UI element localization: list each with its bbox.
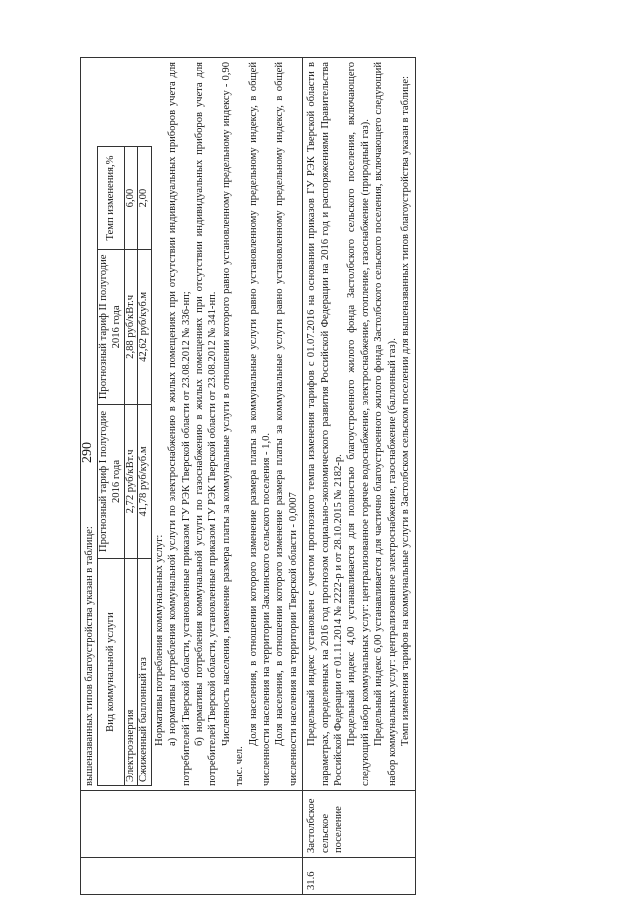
paragraph-norms-a: а) нормативы потребления коммунальной услуги по электроснабжению в жилых помещениях при отсутствии индивидуальных приборов учета для потребителей Тверской области, установленные приказом ГУ РЭК Тверской области от 23.08.2012 № 336-нп; bbox=[167, 62, 192, 786]
table-row-31-6 bbox=[303, 58, 415, 895]
tariff-h2-value: 2,88 руб/кВт.ч bbox=[124, 250, 138, 405]
settlement-cell-empty bbox=[81, 791, 303, 858]
table-intro: вышеназванных типов благоустройства указан в таблице: bbox=[84, 526, 95, 786]
content-cell-previous bbox=[81, 58, 303, 791]
paragraph-index-partial: Предельный индекс 6,00 устанавливается для частично благоустроенного жилого фонда Застолбского сельского поселения, включающего следующий набор коммунальных услуг: централизованное электроснабжение, газоснабжение (баллонный газ). bbox=[373, 62, 398, 786]
settlement-name: Застолбское сельское поселение bbox=[303, 791, 415, 858]
paragraph-norms-heading: Нормативы потребления коммунальных услуг: bbox=[153, 534, 165, 746]
tariff-h2-value: 42,62 руб/куб.м bbox=[138, 250, 152, 405]
rate-value: 6,00 bbox=[124, 147, 138, 250]
service-name: Электроэнергия bbox=[124, 559, 138, 786]
row-number-cell-empty bbox=[81, 858, 303, 895]
tariff-row-gas bbox=[138, 147, 152, 786]
paragraph-share-region: Доля населения, в отношении которого изменение размера платы за коммунальные услуги равно установленному предельному индексу, в общей численности населения на территории Тверской области - 0,0007 bbox=[274, 62, 299, 786]
header-service: Вид коммунальной услуги bbox=[98, 559, 124, 786]
paragraph-index-basis: Предельный индекс установлен с учетом прогнозного темпа изменения тарифов с 01.07.2016 на основании приказов ГУ РЭК Тверской области в параметрах, определенных на 2016 год прогнозом социально-экономического развития Российской Федерации на 2016 год и распоряжениями Правительства Российской Федерации от 01.11.2014 № 2222-р и от 28.10.2015 № 2182-р. bbox=[306, 62, 345, 786]
table-row-previous bbox=[81, 58, 303, 895]
header-rate: Темп изменения,% bbox=[98, 147, 124, 250]
header-tariff-h2: Прогнозный тариф II полугодие 2016 года bbox=[98, 250, 124, 405]
paragraph-population: Численность населения, изменение размера платы за коммунальные услуги в отношении которого равно установленному предельному индексу - 0,90 тыс. чел. bbox=[220, 62, 246, 786]
main-table bbox=[80, 57, 416, 895]
tariff-header-row bbox=[98, 147, 124, 786]
paragraph-table-intro: Темп изменения тарифов на коммунальные услуги в Застолбском сельском поселении для вышеназванных типов благоустройства указан в таблице: bbox=[400, 76, 412, 746]
paragraph-norms-b: б) нормативы потребления коммунальной услуги по газоснабжению в жилых помещениях при отсутствии индивидуальных приборов учета для потребителей Тверской области, установленные приказом ГУ РЭК Тверской области от 23.08.2012 № 341-нп. bbox=[194, 62, 219, 786]
tariff-table bbox=[97, 146, 151, 786]
content-cell-31-6 bbox=[303, 58, 415, 791]
tariff-h1-value: 41,78 руб/куб.м bbox=[138, 404, 152, 559]
service-name: Сжиженный баллонный газ bbox=[138, 559, 152, 786]
page-number: 290 bbox=[80, 442, 95, 463]
tariff-h1-value: 2,72 руб/кВт.ч bbox=[124, 404, 138, 559]
row-number: 31.6 bbox=[303, 858, 415, 895]
tariff-row-electricity bbox=[124, 147, 138, 786]
rate-value: 2,00 bbox=[138, 147, 152, 250]
paragraph-index-full: Предельный индекс 4,00 устанавливается для полностью благоустроенного жилого фонда Застолбского сельского поселения, включающего следующий набор коммунальных услуг: централизованное горячее водоснабжение, электроснабжение, отопление, газоснабжение (природный газ). bbox=[346, 62, 371, 786]
header-tariff-h1: Прогнозный тариф I полугодие 2016 года bbox=[98, 404, 124, 559]
paragraph-share-settlement: Доля населения, в отношении которого изменение размера платы за коммунальные услуги равно установленному предельному индексу, в общей численности населения на территории Заклинского сельского поселения - 1,0. bbox=[247, 62, 273, 786]
